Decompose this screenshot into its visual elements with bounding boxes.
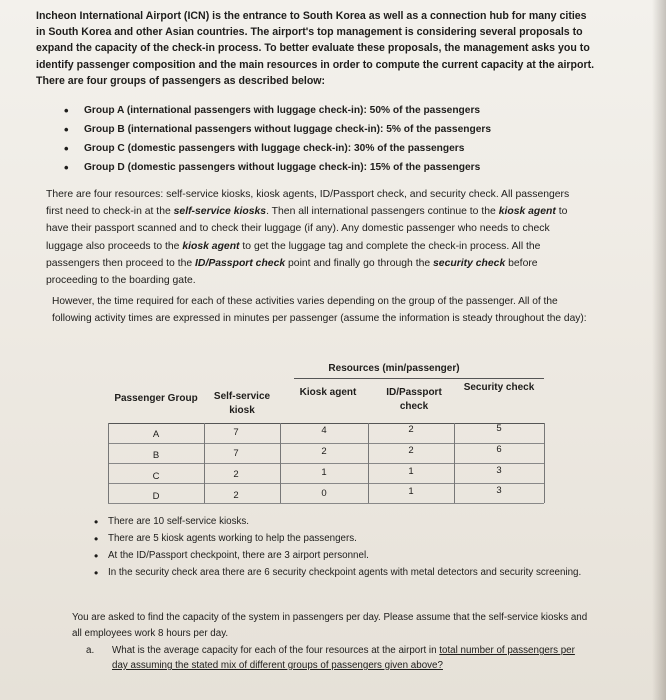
question-a [86, 643, 590, 673]
list-item: • There are 5 kiosk agents working to help the passengers. [94, 532, 594, 546]
question-text [90, 643, 590, 673]
table-cell: 1 [321, 467, 327, 478]
list-item: • Group C (domestic passengers with luggage check-in): 30% of the passengers [64, 139, 584, 158]
table-cell: 7 [233, 427, 239, 438]
divider [108, 483, 544, 484]
passenger-groups-list [64, 101, 584, 177]
divider [294, 378, 544, 379]
divider [454, 423, 455, 503]
activity-times-table [104, 349, 546, 511]
divider [108, 423, 544, 424]
text-segment: to have their passport scanned and to check their luggage (if any). Any domestic passenger who needs to check luggage also proceeds to the [46, 206, 568, 252]
resources-paragraph [46, 186, 586, 289]
table-cell: 2 [321, 446, 327, 457]
emphasis-text: kiosk agent [182, 240, 240, 252]
page-edge-shadow [652, 0, 666, 700]
table-cell: 0 [321, 488, 327, 499]
emphasis-text: security check [433, 257, 506, 269]
text-segment: before proceeding to the boarding gate. [46, 257, 538, 287]
table-cell: 4 [321, 425, 327, 436]
list-item: • Group A (international passengers with luggage check-in): 50% of the passengers [64, 101, 584, 120]
divider [108, 463, 544, 464]
activity-times-paragraph: However, the time required for each of these activities varies depending on the group of the passenger. All of the following activity times are expressed in minutes per passenger (assume the information is steady throughout the day): [52, 296, 587, 324]
task-paragraph: You are asked to find the capacity of the system in passengers per day. Please assume that the self-service kiosks and all employees work 8 hours per day. [72, 612, 588, 639]
table-cell: D [152, 491, 160, 502]
table-cell: 2 [408, 445, 414, 456]
table-cell: A [152, 429, 160, 440]
divider [368, 423, 369, 503]
underlined-text: total number of passengers per day assuming the stated mix of different groups of passengers given above? [112, 645, 575, 671]
col-header-agent: Kiosk agent [299, 387, 357, 398]
emphasis-text: self-service kiosks [173, 206, 267, 218]
divider [204, 423, 205, 503]
divider [280, 423, 281, 503]
divider [108, 503, 544, 504]
divider [108, 443, 544, 444]
text-segment: There are four resources: self-service kiosks, kiosk agents, ID/Passport check, and security check. All passengers first need to check-in at the [46, 189, 570, 218]
table-cell: 7 [233, 448, 239, 459]
col-header-passport: ID/Passport check [386, 387, 442, 412]
table-cell: 2 [233, 490, 239, 501]
emphasis-text: ID/Passport check [195, 257, 286, 269]
col-header-group: Passenger Group [114, 393, 198, 404]
table-cell: 5 [496, 423, 502, 434]
list-item: • At the ID/Passport checkpoint, there are 3 airport personnel. [94, 549, 594, 563]
text-segment: . Then all international passengers continue to the [266, 206, 499, 218]
divider [108, 423, 109, 503]
divider [544, 423, 545, 503]
resources-header: Resources (min/passenger) [328, 363, 460, 374]
list-item: • Group B (international passengers without luggage check-in): 5% of the passengers [64, 120, 584, 139]
list-item: • In the security check area there are 6 security checkpoint agents with metal detectors and security screening. [94, 566, 594, 580]
emphasis-text: kiosk agent [498, 206, 556, 218]
text-segment: point and finally go through the [285, 257, 434, 269]
list-item: • There are 10 self-service kiosks. [94, 515, 594, 529]
table-cell: 3 [496, 485, 502, 496]
table-cell: 2 [233, 469, 239, 480]
col-header-kiosk: Self-service kiosk [213, 391, 271, 416]
table-cell: 3 [496, 465, 502, 476]
text-segment: What is the average capacity for each of the four resources at the airport in [112, 645, 440, 656]
table-cell: 1 [408, 486, 414, 497]
resource-facts-list [94, 515, 594, 583]
table-cell: C [152, 471, 160, 482]
question-label: a. [86, 645, 95, 656]
list-item: • Group D (domestic passengers without luggage check-in): 15% of the passengers [64, 158, 584, 177]
table-cell: 2 [408, 424, 414, 435]
table-cell: 1 [408, 466, 414, 477]
intro-paragraph: Incheon International Airport (ICN) is the entrance to South Korea as well as a connection hub for many cities in South Korea and other Asian countries. The airport's top management is considering several proposals to expand the capacity of the check-in process. To better evaluate these proposals, the management asks you to identify passenger composition and the main resources in order to compute the current capacity at the airport. There are four groups of passengers as described below: [36, 10, 595, 87]
table-cell: 6 [496, 444, 502, 455]
col-header-security: Security check [463, 382, 535, 393]
text-segment: to get the luggage tag and complete the check-in process. All the passengers then proceed to the [46, 240, 541, 269]
table-cell: B [152, 450, 160, 461]
